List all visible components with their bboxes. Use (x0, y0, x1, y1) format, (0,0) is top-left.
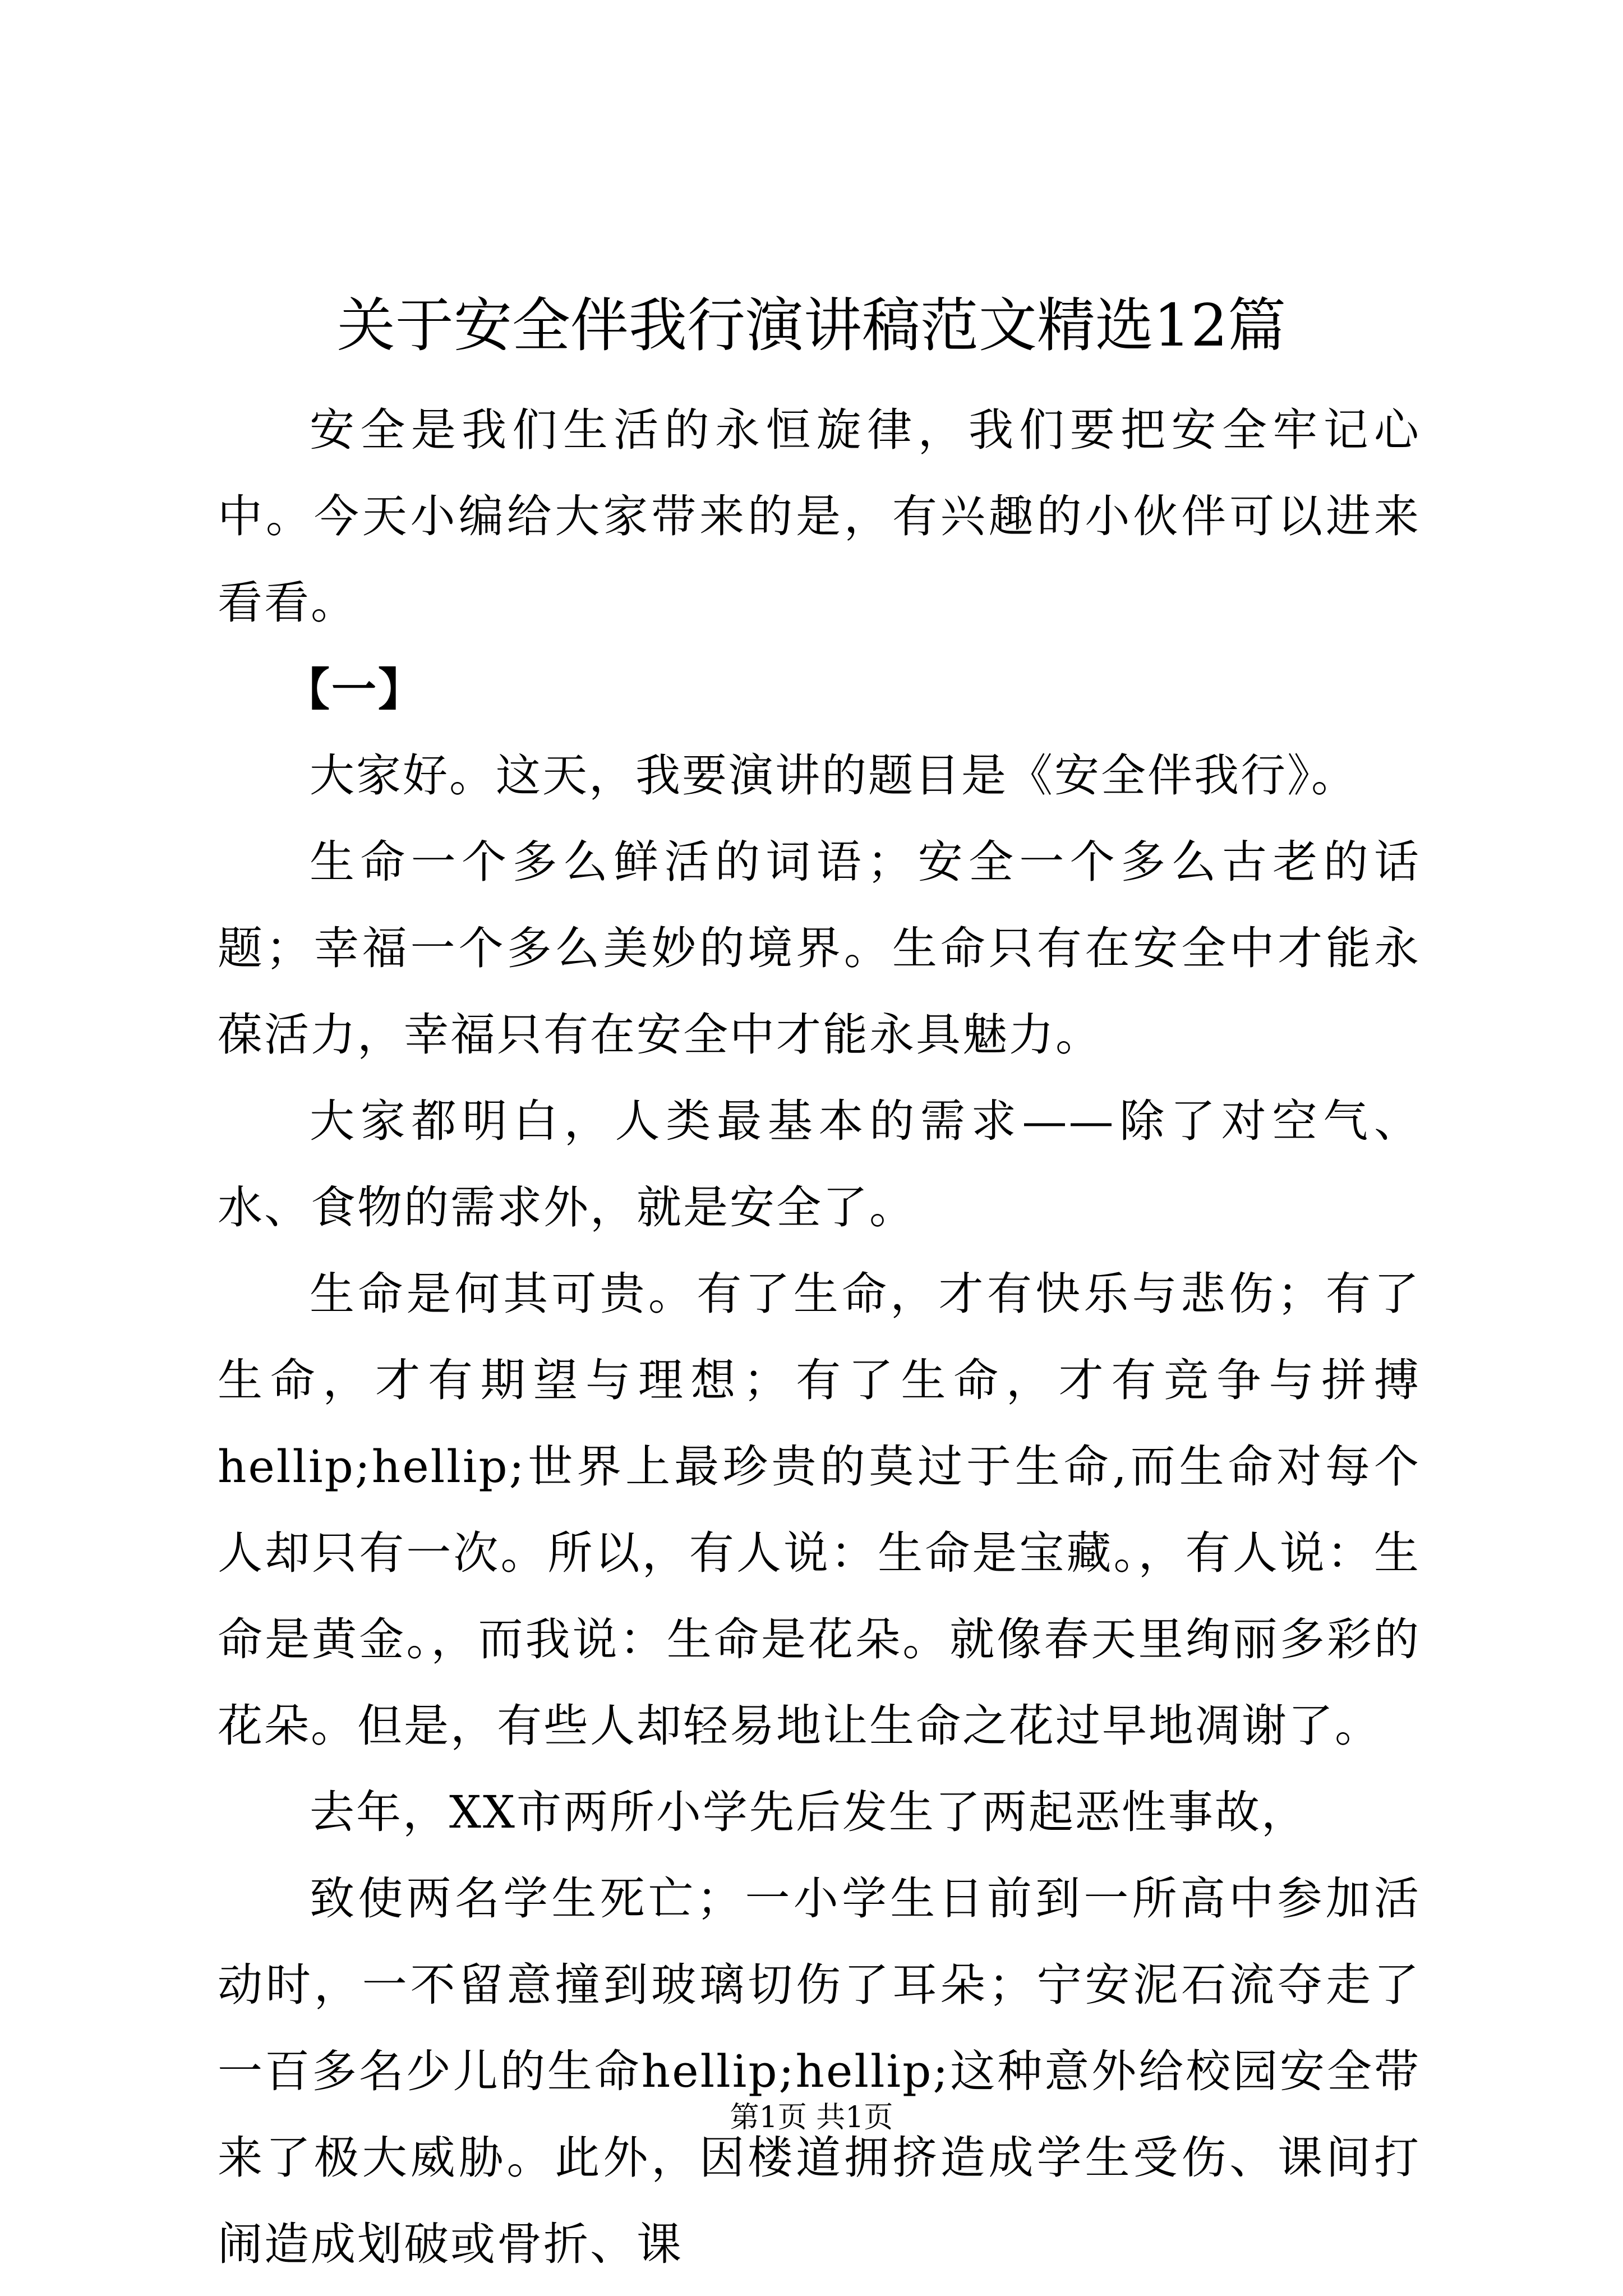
body-paragraph: 去年，XX市两所小学先后发生了两起恶性事故， (310, 1786, 1308, 1838)
section-heading: 【一】 (285, 663, 425, 716)
body-paragraph: 大家好。这天，我要演讲的题目是《安全伴我行》。 (310, 749, 1358, 802)
page-footer: 第1页 共1页 (730, 2101, 893, 2134)
body-paragraph: 致使两名学生死亡；一小学生日前到一所高中参加活动时，一不留意撞到玻璃切伤了耳朵；宁安泥石流夺走了一百多名少儿的生命hellip;hellip;这种意外给校园安全带来了极大威胁。此外，因楼道拥挤造成学生受伤、课间打闹造成划破或骨折、课 (218, 1872, 1421, 2270)
intro-paragraph: 安全是我们生活的永恒旋律，我们要把安全牢记心中。今天小编给大家带来的是，有兴趣的小伙伴可以进来看看。 (218, 404, 1421, 629)
body-paragraph: 生命是何其可贵。有了生命，才有快乐与悲伤；有了生命，才有期望与理想；有了生命，才有竞争与拼搏hellip;hellip;世界上最珍贵的莫过于生命,而生命对每个人却只有一次。所以，有人说：生命是宝藏。，有人说：生命是黄金。，而我说：生命是花朵。就像春天里绚丽多彩的花朵。但是，有些人却轻易地让生命之花过早地凋谢了。 (218, 1268, 1421, 1752)
body-paragraph: 生命一个多么鲜活的词语；安全一个多么古老的话题；幸福一个多么美妙的境界。生命只有在安全中才能永葆活力，幸福只有在安全中才能永具魅力。 (218, 836, 1421, 1061)
document-title: 关于安全伴我行演讲稿范文精选12篇 (336, 291, 1287, 360)
body-paragraph: 大家都明白，人类最基本的需求——除了对空气、水、食物的需求外，就是安全了。 (218, 1095, 1421, 1234)
document-body (218, 387, 1421, 2288)
